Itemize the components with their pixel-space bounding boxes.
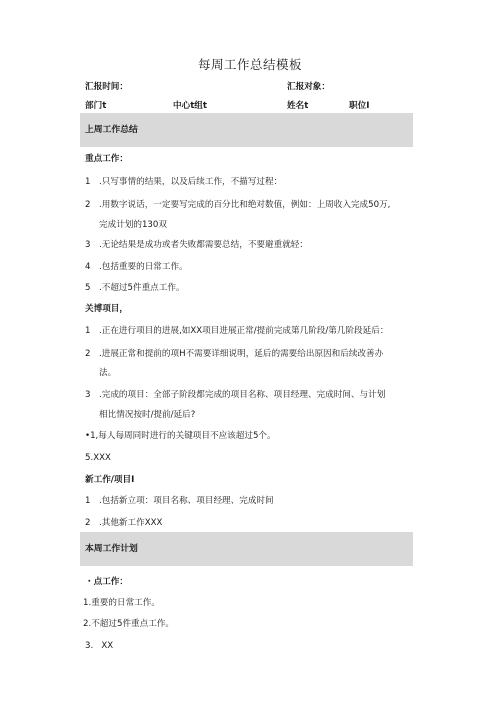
list-item: 1 .正在进行项目的进展,如XX项目进展正常/提前完成第几阶段/第几阶段延后： bbox=[85, 326, 389, 336]
name-label: 姓名t bbox=[287, 101, 309, 111]
key-projects-heading: 关博项目， bbox=[85, 304, 128, 314]
report-time-label: 汇报时间： bbox=[85, 82, 128, 92]
project-extra-item: 5.XXX bbox=[85, 453, 111, 463]
page-title: 每周工作总结模板 bbox=[197, 57, 302, 72]
center-group-label: 中心t组t bbox=[173, 101, 207, 111]
list-item: 3. XX bbox=[85, 641, 114, 651]
section-heading-last-week: 上周工作总结 bbox=[80, 113, 413, 147]
list-item-continuation: 完成计划的130双 bbox=[99, 220, 167, 230]
list-item-continuation: 相比情况按时/提前/延后? bbox=[99, 410, 196, 420]
list-item: 5 .不超过5件重点工作。 bbox=[85, 283, 185, 293]
department-label: 部门t bbox=[85, 101, 107, 111]
list-item: 4 .包括重要的日常工作。 bbox=[85, 262, 188, 272]
list-item: 2 .用数字说话，一定要写完成的百分比和绝对数值，例如：上周收入完成50万, bbox=[85, 200, 391, 210]
list-item: 3 .完成的项目：全部子阶段都完成的项目名称、项目经理、完成时间、与计划 bbox=[85, 390, 386, 400]
list-item: 3 .无论结果是成功或者失败都需要总结，不要避重就轻： bbox=[85, 240, 308, 250]
list-item: 2 .进展正常和提前的项H不需要详细说明，延后的需要给出原因和后续改善办 bbox=[85, 349, 384, 359]
new-work-heading: 新工作/项目I bbox=[85, 475, 135, 485]
list-item: 1 .包括新立项：项目名称、项目经理、完成时间 bbox=[85, 496, 274, 506]
list-item-continuation: 法。 bbox=[99, 368, 117, 378]
list-item: 1.重要的日常工作。 bbox=[83, 598, 160, 608]
list-item: 2.不超过5件重点工作。 bbox=[83, 619, 175, 629]
key-work-heading: 重点工作： bbox=[85, 154, 128, 164]
position-label: 职位I bbox=[349, 101, 370, 111]
section-heading-this-week: 本周工作计划 bbox=[80, 532, 413, 566]
list-item: 1 .只写事情的结果，以及后续工作，不描写过程： bbox=[85, 177, 283, 187]
list-item: 2 .其他新工作XXX bbox=[85, 518, 163, 528]
this-week-key-heading: ・点工作： bbox=[85, 577, 128, 587]
report-target-label: 汇报对象： bbox=[287, 82, 330, 92]
project-note: •1,每人每周同时进行的关键项目不应该超过5个。 bbox=[85, 431, 276, 441]
